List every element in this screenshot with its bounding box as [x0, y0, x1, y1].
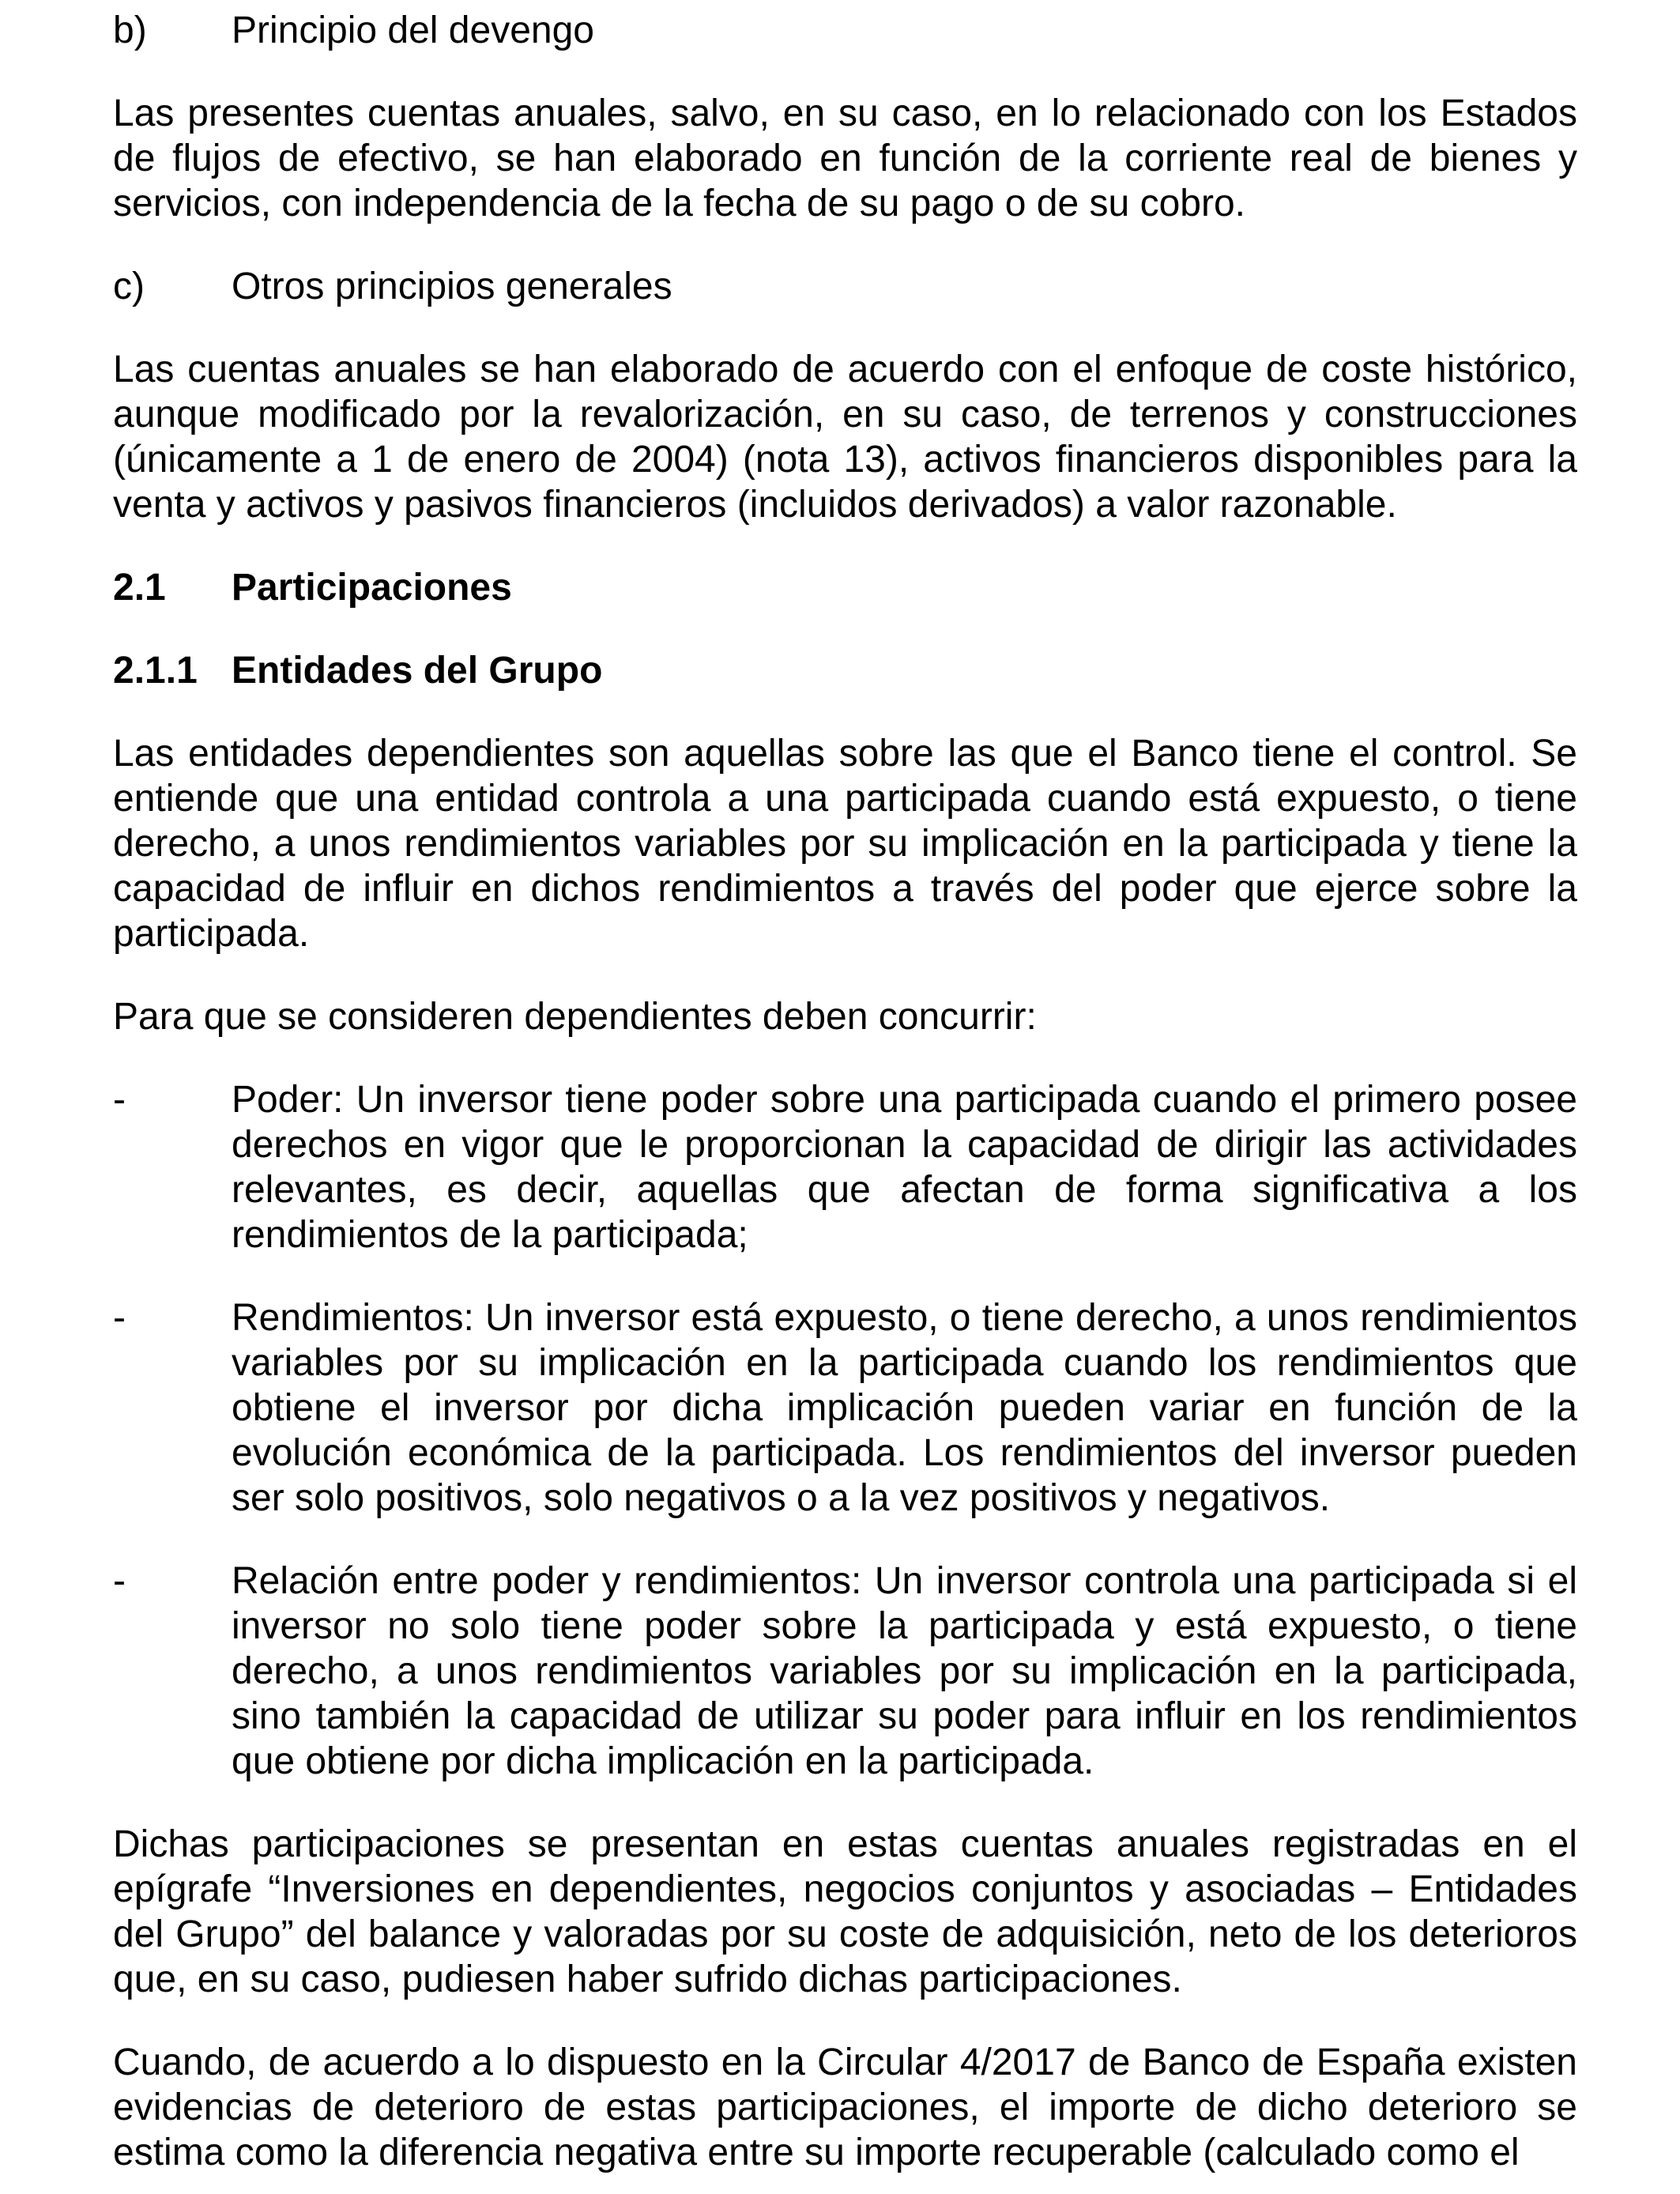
paragraph	[113, 91, 1577, 226]
paragraph	[113, 2040, 1577, 2175]
paragraph-text: Las presentes cuentas anuales, salvo, en su caso, en lo relacionado con los Estados de flujos de efectivo, se han elaborado en función de la corriente real de bienes y servicios, con independencia de la fecha de su pago o de su cobro.	[113, 92, 1577, 224]
list-item	[113, 1077, 1577, 1257]
list-item-text: Relación entre poder y rendimientos: Un inversor controla una participada si el inversor no solo tiene poder sobre la participada y está expuesto, o tiene derecho, a unos rendimientos variables por su implicación en la participada, sino también la capacidad de utilizar su poder para influir en los rendimientos que obtiene por dicha implicación en la participada.	[232, 1560, 1577, 1782]
numbered-heading	[113, 648, 1577, 693]
clause-heading	[113, 264, 1577, 309]
list-dash: -	[113, 1297, 126, 1339]
list-item-text: Rendimientos: Un inversor está expuesto, o tiene derecho, a unos rendimientos variables por su implicación en la participada cuando los rendimientos que obtiene el inversor por dicha implicación pueden variar en función de la evolución económica de la participada. Los rendimientos del inversor pueden ser solo positivos, solo negativos o a la vez positivos y negativos.	[232, 1297, 1577, 1519]
list-dash: -	[113, 1560, 126, 1602]
list-item	[113, 1295, 1577, 1521]
heading-text: Entidades del Grupo	[232, 650, 603, 692]
paragraph	[113, 347, 1577, 527]
numbered-heading	[113, 565, 1577, 610]
paragraph	[113, 731, 1577, 956]
list-item	[113, 1559, 1577, 1784]
heading-number: 2.1.1	[113, 650, 198, 692]
list-item-text: Poder: Un inversor tiene poder sobre una participada cuando el primero posee derechos en vigor que le proporcionan la capacidad de dirigir las actividades relevantes, es decir, aquellas que afectan de forma significativa a los rendimientos de la participada;	[232, 1079, 1577, 1256]
clause-label: c)	[113, 266, 145, 307]
clause-heading	[113, 8, 1577, 53]
paragraph	[113, 1822, 1577, 2002]
paragraph	[113, 994, 1577, 1039]
heading-text: Otros principios generales	[232, 266, 672, 307]
paragraph-text: Las entidades dependientes son aquellas sobre las que el Banco tiene el control. Se entiende que una entidad controla a una participada cuando está expuesto, o tiene derecho, a unos rendimientos variables por su implicación en la participada y tiene la capacidad de influir en dichos rendimientos a través del poder que ejerce sobre la participada.	[113, 733, 1577, 955]
heading-text: Principio del devengo	[232, 9, 594, 51]
list-dash: -	[113, 1079, 126, 1121]
paragraph-text: Para que se consideren dependientes deben concurrir:	[113, 996, 1037, 1038]
heading-text: Participaciones	[232, 567, 512, 609]
heading-number: 2.1	[113, 567, 166, 609]
clause-label: b)	[113, 9, 147, 51]
paragraph-text: Las cuentas anuales se han elaborado de acuerdo con el enfoque de coste histórico, aunque modificado por la revalorización, en su caso, de terrenos y construcciones (únicamente a 1 de enero de 2004) (nota 13), activos financieros disponibles para la venta y activos y pasivos financieros (incluidos derivados) a valor razonable.	[113, 349, 1577, 526]
paragraph-text: Dichas participaciones se presentan en estas cuentas anuales registradas en el epígrafe “Inversiones en dependientes, negocios conjuntos y asociadas – Entidades del Grupo” del balance y valoradas por su coste de adquisición, neto de los deterioros que, en su caso, pudiesen haber sufrido dichas participaciones.	[113, 1823, 1577, 2000]
paragraph-text: Cuando, de acuerdo a lo dispuesto en la Circular 4/2017 de Banco de España existen evidencias de deterioro de estas participaciones, el importe de dicho deterioro se estima como la diferencia negativa entre su importe recuperable (calculado como el	[113, 2041, 1577, 2173]
